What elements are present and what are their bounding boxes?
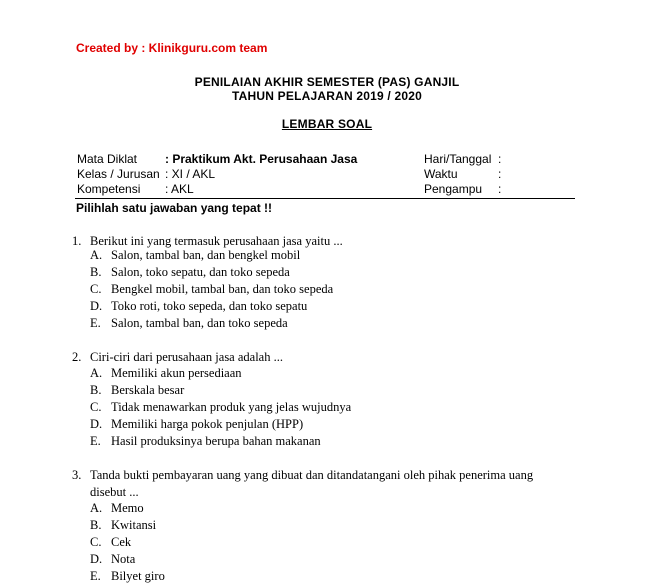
option-text: Salon, toko sepatu, dan toko sepeda [111, 265, 290, 279]
question-number: 1. [72, 234, 82, 248]
kelas-label: Kelas / Jurusan [77, 167, 160, 181]
kompetensi-label: Kompetensi [77, 182, 141, 196]
kelas-value: : XI / AKL [165, 167, 216, 181]
option-letter: A. [90, 501, 103, 515]
option-letter: A. [90, 366, 103, 380]
hari-tanggal-colon: : [498, 152, 502, 166]
option-letter: B. [90, 265, 102, 279]
sheet-title: LEMBAR SOAL [281, 117, 373, 131]
pengampu-label: Pengampu [424, 182, 483, 196]
header-divider [75, 198, 575, 199]
option-letter: C. [90, 282, 102, 296]
option-text: Salon, tambal ban, dan bengkel mobil [111, 248, 301, 262]
kompetensi-value: : AKL [165, 182, 194, 196]
option-letter: D. [90, 417, 103, 431]
option-text: Berskala besar [111, 383, 185, 397]
question-text-line2: disebut ... [90, 485, 139, 499]
option-letter: E. [90, 434, 101, 448]
option-letter: E. [90, 569, 101, 583]
option-text: Memiliki akun persediaan [111, 366, 242, 380]
option-text: Memo [111, 501, 144, 515]
exam-title: PENILAIAN AKHIR SEMESTER (PAS) GANJIL [194, 75, 460, 89]
option-text: Nota [111, 552, 136, 566]
option-letter: D. [90, 552, 103, 566]
mata-diklat-label: Mata Diklat [77, 152, 138, 166]
question-number: 2. [72, 350, 82, 364]
pengampu-colon: : [498, 182, 502, 196]
option-letter: C. [90, 400, 102, 414]
hari-tanggal-label: Hari/Tanggal [424, 152, 492, 166]
waktu-label: Waktu [424, 167, 458, 181]
option-text: Memiliki harga pokok penjulan (HPP) [111, 417, 304, 431]
option-text: Bengkel mobil, tambal ban, dan toko sepeda [111, 282, 334, 296]
option-text: Kwitansi [111, 518, 157, 532]
academic-year-title: TAHUN PELAJARAN 2019 / 2020 [232, 89, 422, 103]
option-text: Hasil produksinya berupa bahan makanan [111, 434, 321, 448]
option-text: Salon, tambal ban, dan toko sepeda [111, 316, 288, 330]
option-letter: B. [90, 383, 102, 397]
option-text: Toko roti, toko sepeda, dan toko sepatu [111, 299, 308, 313]
option-letter: B. [90, 518, 102, 532]
option-text: Bilyet giro [111, 569, 165, 583]
credit-line: Created by : Klinikguru.com team [76, 41, 268, 55]
option-letter: A. [90, 248, 103, 262]
question-number: 3. [72, 468, 82, 482]
question-text: Berikut ini yang termasuk perusahaan jasa yaitu ... [90, 234, 343, 248]
instruction-text: Pilihlah satu jawaban yang tepat !! [76, 201, 273, 215]
option-text: Tidak menawarkan produk yang jelas wujudnya [111, 400, 352, 414]
question-text-line1: Tanda bukti pembayaran uang yang dibuat dan ditandatangani oleh pihak penerima uang [90, 468, 534, 482]
mata-diklat-value: : Praktikum Akt. Perusahaan Jasa [165, 152, 358, 166]
option-letter: C. [90, 535, 102, 549]
question-text: Ciri-ciri dari perusahaan jasa adalah ... [90, 350, 283, 364]
option-letter: E. [90, 316, 101, 330]
option-letter: D. [90, 299, 103, 313]
waktu-colon: : [498, 167, 502, 181]
option-text: Cek [111, 535, 132, 549]
